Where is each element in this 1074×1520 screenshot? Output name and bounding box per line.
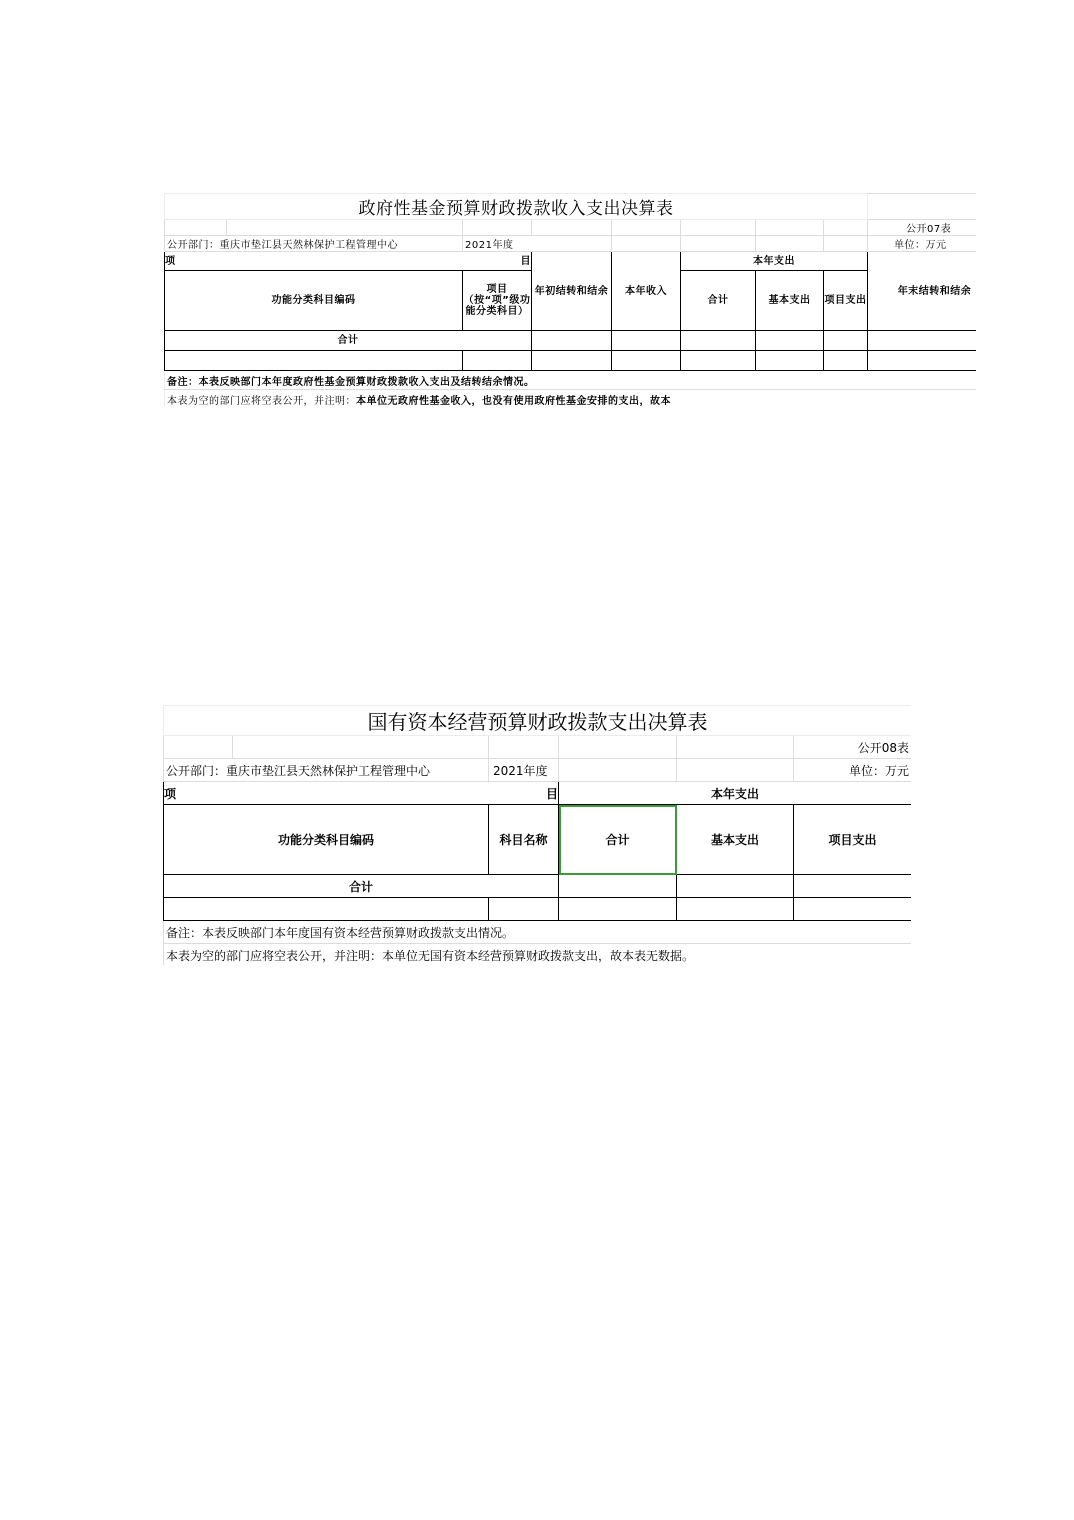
sheet1-year: 2021年度 bbox=[463, 236, 612, 252]
header-income: 本年收入 bbox=[612, 252, 681, 331]
empty-cell[interactable] bbox=[164, 736, 233, 759]
sheet1-title: 政府性基金预算财政拨款收入支出决算表 bbox=[165, 194, 868, 220]
header-begin-balance: 年初结转和结余 bbox=[532, 252, 612, 331]
data-cell[interactable] bbox=[463, 351, 532, 371]
header-project: 项目支出 bbox=[794, 805, 912, 875]
empty-cell[interactable] bbox=[756, 220, 824, 236]
sheet2-year: 2021年度 bbox=[489, 759, 559, 782]
sheet1-form-no: 公开07表 bbox=[868, 220, 977, 236]
empty-cell[interactable] bbox=[824, 236, 868, 252]
empty-cell[interactable] bbox=[868, 194, 977, 220]
total-cell[interactable] bbox=[612, 331, 681, 351]
header-code: 功能分类科目编码 bbox=[164, 805, 489, 875]
data-cell[interactable] bbox=[681, 351, 756, 371]
header-basic: 基本支出 bbox=[756, 271, 824, 331]
header-mu: 目 bbox=[520, 255, 531, 267]
total-row-label: 合计 bbox=[164, 875, 559, 898]
empty-cell[interactable] bbox=[227, 220, 463, 236]
sheet1-note1: 备注：本表反映部门本年度政府性基金预算财政拨款收入支出及结转结余情况。 bbox=[165, 371, 977, 390]
data-cell[interactable] bbox=[868, 351, 977, 371]
header-xiang: 项 bbox=[164, 786, 177, 801]
header-end-balance: 年末结转和结余 bbox=[868, 252, 977, 331]
sheet2-unit: 单位：万元 bbox=[794, 759, 912, 782]
header-expense: 本年支出 bbox=[559, 782, 912, 805]
sheet2-note2: 本表为空的部门应将空表公开，并注明：本单位无国有资本经营预算财政拨款支出，故本表无数据。 bbox=[164, 944, 912, 966]
total-cell[interactable] bbox=[677, 875, 794, 898]
empty-cell[interactable] bbox=[681, 236, 756, 252]
total-cell[interactable] bbox=[824, 331, 868, 351]
total-cell[interactable] bbox=[532, 331, 612, 351]
header-xiang-mu bbox=[164, 782, 559, 805]
sheet1-note2: 本表为空的部门应将空表公开，并注明：本单位无政府性基金收入，也没有使用政府性基金安排的支出，故本 bbox=[165, 390, 977, 407]
total-cell[interactable] bbox=[559, 875, 677, 898]
header-total: 合计 bbox=[681, 271, 756, 331]
sheet2-note1: 备注：本表反映部门本年度国有资本经营预算财政拨款支出情况。 bbox=[164, 921, 912, 944]
empty-cell[interactable] bbox=[612, 236, 681, 252]
data-cell[interactable] bbox=[559, 898, 677, 921]
total-cell[interactable] bbox=[756, 331, 824, 351]
data-cell[interactable] bbox=[794, 898, 912, 921]
empty-cell[interactable] bbox=[677, 759, 794, 782]
sheet1-unit: 单位：万元 bbox=[868, 236, 977, 252]
header-total[interactable]: 合计 bbox=[559, 805, 677, 875]
empty-cell[interactable] bbox=[559, 736, 677, 759]
state-capital-table bbox=[163, 705, 911, 965]
header-item: 项目（按“项”级功能分类科目） bbox=[463, 271, 532, 331]
total-cell[interactable] bbox=[681, 331, 756, 351]
empty-cell[interactable] bbox=[559, 759, 677, 782]
empty-cell[interactable] bbox=[677, 736, 794, 759]
data-cell[interactable] bbox=[756, 351, 824, 371]
empty-cell[interactable] bbox=[824, 220, 868, 236]
empty-cell[interactable] bbox=[612, 220, 681, 236]
header-name: 科目名称 bbox=[489, 805, 559, 875]
empty-cell[interactable] bbox=[463, 220, 532, 236]
empty-cell[interactable] bbox=[532, 220, 612, 236]
header-mu: 目 bbox=[545, 786, 558, 801]
data-cell[interactable] bbox=[165, 351, 463, 371]
data-cell[interactable] bbox=[612, 351, 681, 371]
data-cell[interactable] bbox=[532, 351, 612, 371]
total-row-label: 合计 bbox=[165, 331, 532, 351]
data-cell[interactable] bbox=[164, 898, 489, 921]
total-cell[interactable] bbox=[794, 875, 912, 898]
total-cell[interactable] bbox=[868, 331, 977, 351]
data-cell[interactable] bbox=[489, 898, 559, 921]
empty-cell[interactable] bbox=[233, 736, 489, 759]
header-basic: 基本支出 bbox=[677, 805, 794, 875]
sheet1-dept: 公开部门：重庆市垫江县天然林保护工程管理中心 bbox=[165, 236, 463, 252]
header-project: 项目支出 bbox=[824, 271, 868, 331]
header-xiang-mu bbox=[165, 252, 532, 271]
sheet2-dept: 公开部门：重庆市垫江县天然林保护工程管理中心 bbox=[164, 759, 489, 782]
header-xiang: 项 bbox=[165, 255, 176, 267]
empty-cell[interactable] bbox=[756, 236, 824, 252]
data-cell[interactable] bbox=[824, 351, 868, 371]
header-code: 功能分类科目编码 bbox=[165, 271, 463, 331]
sheet2-title: 国有资本经营预算财政拨款支出决算表 bbox=[164, 706, 912, 736]
government-fund-table bbox=[164, 193, 976, 406]
empty-cell[interactable] bbox=[165, 220, 227, 236]
data-cell[interactable] bbox=[677, 898, 794, 921]
sheet2-form-no: 公开08表 bbox=[794, 736, 912, 759]
header-expense: 本年支出 bbox=[681, 252, 868, 271]
empty-cell[interactable] bbox=[681, 220, 756, 236]
empty-cell[interactable] bbox=[489, 736, 559, 759]
